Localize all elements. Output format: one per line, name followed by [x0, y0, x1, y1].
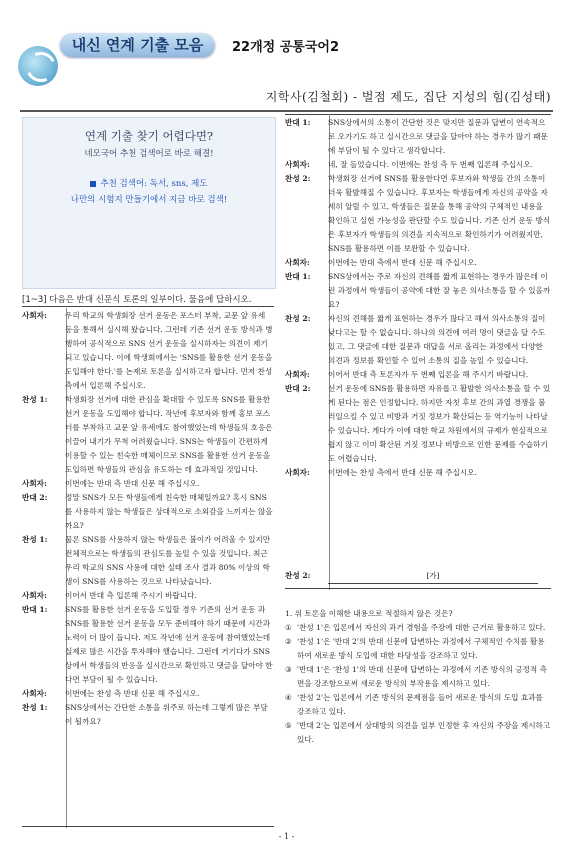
question-stem: 1. 위 토론을 이해한 내용으로 적절하지 않은 것은?: [285, 609, 453, 618]
dialog-turn: [285, 256, 551, 270]
dialog-turn: [285, 116, 551, 158]
dialog-turn: [22, 393, 274, 477]
speaker-label: 사회자:: [22, 311, 47, 320]
header-divider: [20, 110, 553, 112]
dialog-right-column: [285, 116, 551, 480]
speech-text: 이번에는 반대 측에서 반대 신문 해 주십시오.: [328, 258, 477, 267]
speech-text: 이번에는 찬성 측 반대 신문 해 주십시오.: [65, 689, 200, 698]
page-title: 지학사(김철회) - 벌점 제도, 집단 지성의 힘(김성태): [265, 90, 551, 104]
blank-label: [가]: [328, 569, 538, 584]
speech-text: SNS를 활용한 선거 운동을 도입할 경우 기존의 선거 운동 과 SNS를 활용한 선거 운동을 모두 준비해야 하기 때문에 시간과 노력이 더 많이 듭니다. 저도 작년에 선거 운동에 참여했었는데 실제로 많은 시간을 투자해야 했습니다. 그런데 거기다가 SNS상에서 학생들의 반응을 실시간으로 확인하고 댓글을 달아야 한다면 부담이 될 수 있습니다.: [65, 605, 273, 684]
square-bullet-icon: [90, 181, 96, 187]
speech-text: 이번에는 반대 측 반대 신문 해 주십시오.: [65, 479, 200, 488]
series-label: 내신 연계 기출 모음: [60, 33, 215, 57]
speech-text: 네, 잘 들었습니다. 이번에는 찬성 측 두 번째 입론해 주십시오.: [328, 160, 534, 169]
speaker-label: 찬성 1:: [22, 395, 48, 404]
speech-text: 이어서 반대 측 토론자가 두 번째 입론을 해 주시기 바랍니다.: [328, 370, 529, 379]
dialog-turn: [285, 172, 551, 256]
speaker-label: 찬성 1:: [22, 703, 48, 712]
dialog-turn: [285, 382, 551, 466]
speech-text: 학생회장 선거에 SNS를 활용한다면 후보자와 학생들 간의 소통이 더욱 활발해질 수 있습니다. 후보자는 학생들에게 자신의 공약을 자세히 알릴 수 있고, 학생들은 질문을 통해 공약의 구체적인 내용을 확인하고 실현 가능성을 판단할 수도 있습니다. 기존 선거 운동 방식은 후보자가 학생들의 의견을 지속적으로 확인하기가 어려웠지만, SNS를 활용하면 이를 보완할 수 있습니다.: [328, 174, 551, 253]
dialog-turn: [285, 368, 551, 382]
speaker-label: 찬성 2:: [285, 314, 311, 323]
speaker-label: 사회자:: [22, 479, 47, 488]
speaker-label: 찬성 1:: [22, 535, 48, 544]
dialog-turn: [22, 477, 274, 491]
speaker-label: 사회자:: [285, 370, 310, 379]
dialog-turn: [22, 589, 274, 603]
speech-text: SNS상에서는 주로 자신의 견해를 짧게 표현하는 경우가 많은데 이런 과정에서 학생들이 공약에 대한 잘 놓은 의사소통을 할 수 있을까요?: [328, 272, 551, 309]
answer-choice[interactable]: [285, 719, 551, 747]
dialog-turn: [285, 312, 551, 368]
blank-speaker: 찬성 2:: [285, 571, 311, 580]
instruction-divider: [22, 306, 274, 307]
speaker-label: 사회자:: [22, 591, 47, 600]
speaker-label: 반대 2:: [22, 493, 48, 502]
speaker-label: 반대 1:: [22, 605, 48, 614]
page-header: [0, 0, 573, 120]
dialog-left-column: [22, 309, 274, 729]
choice-text: '찬성 2'는 입론에서 기존 방식의 문제점을 들어 새로운 방식의 도입 효과를 강조하고 있다.: [297, 693, 543, 716]
promo-box: [22, 117, 276, 289]
dialog-turn: [22, 533, 274, 589]
promo-title: 연계 기출 찾기 어렵다면?: [84, 129, 214, 143]
choice-number: ③: [285, 665, 292, 674]
speech-text: 학생회장 선거에 대한 관심을 확대할 수 있도록 SNS를 활용한 선거 운동을 도입해야 합니다. 작년에 후보자와 함께 홍보 포스터를 부착하고 교문 앞 유세에도 참여했었는데 학생들의 호응은 이끌어 내기가 무척 어려웠습니다. SNS는 학생들이 간편하게 이용할 수 있는 친숙한 매체이므로 SNS를 활용한 선거 운동을 도입하면 학생들의 관심을 유도하는 데 효과적일 것입니다.: [65, 395, 273, 474]
blank-row: [285, 569, 551, 584]
right-column-bottom-line: [285, 588, 551, 589]
choice-number: ④: [285, 693, 292, 702]
answer-choice[interactable]: [285, 621, 551, 635]
right-column-top-line: [285, 114, 551, 115]
page-number: - 1 -: [278, 832, 295, 841]
choice-number: ⑤: [285, 721, 292, 730]
speech-text: SNS상에서의 소통이 간단한 것은 맞지만 질문과 답변이 연속적으로 오가기도 하고 실시간으로 댓글을 달아야 하는 경우가 많기 때문에 부담이 될 수 있다고 생각합니다.: [328, 118, 548, 155]
dialog-turn: [22, 491, 274, 533]
dialog-turn: [285, 158, 551, 172]
speech-text: 물론 SNS를 사용하지 않는 학생들은 불이가 어려울 수 있지만 전체적으로는 학생들의 관심도를 높일 수 있을 것입니다. 최근 우리 학교의 SNS 사용에 대한 실태 조사 결과 80% 이상의 학생이 SNS를 사용하는 것으로 나타났습니다.: [65, 535, 271, 586]
choice-text: '반대 1'은 '찬성 1'의 반대 신문에 답변하는 과정에서 기존 방식의 긍정적 측면을 강조함으로써 새로운 방식의 부작용을 제시하고 있다.: [297, 665, 547, 688]
instruction: [1~3] 다음은 반대 신문식 토론의 일부이다. 물음에 답하시오.: [22, 295, 252, 305]
promo-keywords-text: 추천 검색어: 독서, sns, 제도: [100, 179, 208, 189]
promo-keywords: [23, 177, 275, 189]
choice-text: '반대 2'는 입론에서 상대방의 의견을 일부 인정한 후 자신의 주장을 제시하고 있다.: [297, 721, 551, 744]
answer-choice[interactable]: [285, 691, 551, 719]
question-1: [285, 607, 551, 747]
speech-text: 자신의 견해를 짧게 표현하는 경우가 많다고 해서 의사소통의 질이 낮다고는 할 수 없습니다. 하나의 의견에 여러 명이 댓글을 달 수도 있고, 그 댓글에 대한 질문과 대답을 서로 올리는 과정에서 다양한 의견과 정보를 확인할 수 있어 소통의 질을 높일 수 있습니다.: [328, 314, 546, 365]
question-choices: [285, 621, 551, 747]
speaker-label: 사회자:: [285, 468, 310, 477]
choice-number: ②: [285, 637, 292, 646]
dialog-turn: [22, 701, 274, 729]
speaker-label: 반대 1:: [285, 272, 311, 281]
speech-text: 이번에는 찬성 측에서 반대 신문 해 주십시오.: [328, 468, 477, 477]
dialog-turn: [22, 603, 274, 687]
answer-choice[interactable]: [285, 635, 551, 663]
speaker-label: 사회자:: [22, 689, 47, 698]
speech-text: SNS상에서는 간단한 소통을 위주로 하는데 그렇게 많은 부담이 될까요?: [65, 703, 268, 726]
promo-subtitle: 네모국어 추천 검색어로 바로 해결!: [84, 149, 214, 159]
speaker-label: 찬성 2:: [285, 174, 311, 183]
promo-desc: 나만의 시험지 만들기에서 지금 바로 검색!: [70, 195, 228, 205]
choice-number: ①: [285, 623, 292, 632]
dialog-turn: [22, 309, 274, 393]
speech-text: 선거 운동에 SNS를 활용하면 자유롭고 활발한 의사소통을 할 수 있게 된다는 점은 인정합니다. 하지만 자칫 후보 간의 과열 경쟁을 불러일으킬 수 있고 비방과 거짓 정보가 확산되는 등 역기능이 나타날 수 있습니다. 게다가 이에 대한 학교 차원에서의 규제가 현실적으로 쉽지 않고 이미 확산된 거짓 정보나 비방으로 인한 문제를 수습하기도 어렵습니다.: [328, 384, 551, 463]
speaker-label: 사회자:: [285, 258, 310, 267]
subject-title: 22개정 공통국어2: [232, 40, 340, 55]
speech-text: 우리 학교의 학생회장 선거 운동은 포스터 부착, 교문 앞 유세 등을 통해서 실시해 왔습니다. 그런데 기존 선거 운동 방식과 병행하여 공식적으로 SNS 선거 운동을 실시하자는 의견이 제기되고 있습니다. 이에 학생회에서는 'SNS를 활용한 선거 운동을 도입해야 한다.'를 논제로 토론을 실시하고자 합니다. 먼저 찬성 측에서 입론해 주십시오.: [65, 311, 273, 390]
speaker-label: 사회자:: [285, 160, 310, 169]
dialog-turn: [285, 270, 551, 312]
dialog-turn: [22, 687, 274, 701]
answer-choice[interactable]: [285, 663, 551, 691]
speaker-label: 반대 1:: [285, 118, 311, 127]
left-column-bottom-line: [22, 826, 274, 827]
dialog-turn: [285, 466, 551, 480]
choice-text: '찬성 1'은 입론에서 자신의 과거 경험을 주장에 대한 근거로 활용하고 있다.: [297, 623, 546, 632]
speech-text: 정말 SNS가 모든 학생들에게 친숙한 매체일까요? 혹시 SNS를 사용하지 않는 학생들은 상대적으로 소외감을 느끼지는 않을까요?: [65, 493, 273, 530]
speech-text: 이어서 반대 측 입론해 주시기 바랍니다.: [65, 591, 197, 600]
choice-text: '찬성 1'은 '반대 2'의 반대 신문에 답변하는 과정에서 구체적인 수치를 활용하여 새로운 방식 도입에 대한 타당성을 강조하고 있다.: [297, 637, 545, 660]
speaker-label: 반대 2:: [285, 384, 311, 393]
